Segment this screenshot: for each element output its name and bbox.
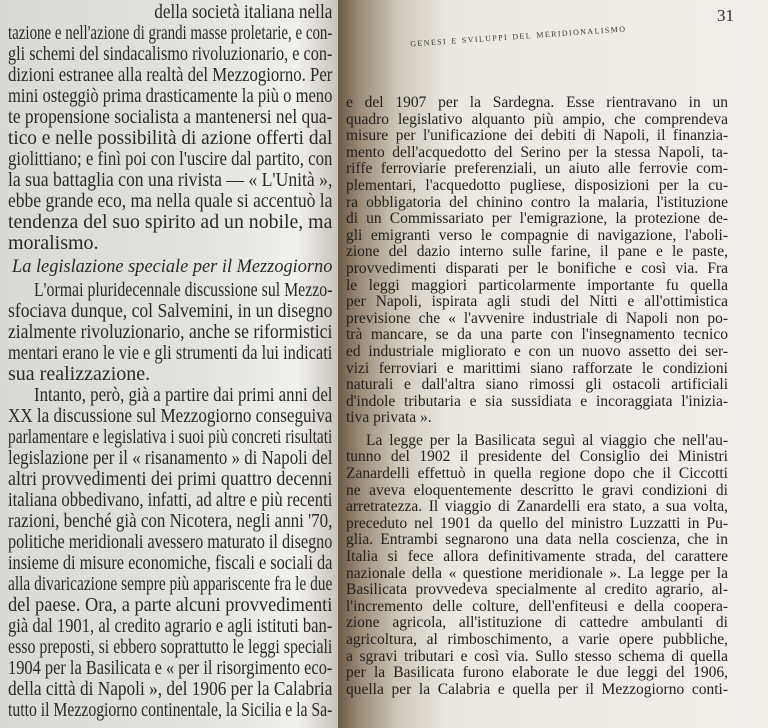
text-line-fit: mentari erano le vie e gli strumenti da lui indicati [8, 342, 333, 364]
text-line [8, 469, 334, 490]
text-line-fit: mini osteggiò prima drasticamente la più o meno [8, 85, 333, 107]
text-line: ra obbligatoria del chinino contro la malaria, l'istituzione [346, 193, 728, 211]
page-number: 31 [717, 6, 734, 25]
text-line [8, 490, 334, 511]
text-line: zione del dazio interno sulle farine, il pane e le paste, [346, 243, 728, 261]
text-line-fit: italiana obbedivano, infatti, ad altre e più recenti [8, 489, 333, 511]
text-line [8, 532, 334, 553]
text-line: Basilicata provvedeva specialmente al credito agrario, al- [346, 581, 728, 599]
text-line [8, 448, 334, 469]
section-heading [12, 254, 334, 280]
text-line: quadro legislativo alquanto più ampio, che comprendeva [346, 110, 728, 128]
text-line [8, 679, 334, 700]
text-line-fit: legislazione per il « risanamento » di Napoli del [8, 447, 333, 469]
text-line [8, 170, 334, 191]
text-line: agricoltura, al rimboschimento, a varie opere pubbliche, [346, 631, 728, 648]
text-line [8, 574, 334, 595]
text-line: La legge per la Basilicata seguì al viaggio che nell'au- [366, 431, 728, 449]
text-line [8, 322, 334, 343]
text-line [8, 427, 334, 448]
text-line: preceduto nel 1901 da quello del ministro Luzzatti in Pu- [346, 514, 728, 532]
text-line [8, 107, 334, 128]
text-line-fit: esso preposti, si ebbero soprattutto le leggi speciali [8, 636, 333, 658]
text-line [8, 23, 334, 44]
text-line [8, 553, 334, 574]
text-line: tunno del 1902 il presidente del Consiglio dei Ministri [346, 448, 728, 466]
right-page-text [346, 95, 728, 698]
text-line: misure per l'unificazione dei debiti di Napoli, il finanzia- [346, 127, 728, 145]
text-line-fit: zialmente rivoluzionario, anche se riformistici [8, 321, 333, 343]
text-line-fit: te propensione socialista a mantenersi nel qua- [8, 106, 333, 128]
text-line-fit: Intanto, però, già a partire dai primi anni del [34, 384, 333, 406]
text-line: gli emigranti verso le compagnie di navigazione, l'aboli- [346, 226, 728, 244]
text-line-fit: tazione e nell'azione di grandi masse proletarie, e con- [8, 22, 333, 44]
text-line-fit: della società italiana nella [8, 1, 333, 23]
text-line: quella per la Calabria e quella per il Mezzogiorno conti- [346, 680, 728, 698]
text-line-fit: L'ormai pluridecennale discussione sul Mezzo- [34, 279, 333, 301]
text-line: provvedimenti disparati per le bonifiche e così via. Fra [346, 259, 728, 277]
text-line-fit: altri provvedimenti dei primi quattro decenni [8, 468, 333, 490]
text-line-fit: sfociava dunque, col Salvemini, in un disegno [8, 300, 333, 322]
text-line: Italia si fece allora definitivamente strada, del carattere [346, 548, 728, 566]
text-line: di un Commissariato per l'emigrazione, la protezione de- [346, 210, 728, 228]
text-line: per la Basilicata furono elaborate le due leggi del 1906, [346, 664, 728, 682]
text-line [8, 343, 334, 364]
text-line: le leggi maggiori particolarmente importante fu quella [346, 276, 728, 294]
text-line [8, 301, 334, 322]
text-line [8, 511, 334, 532]
text-line: a sgravi tributari e così via. Sullo stesso schema di quella [346, 647, 728, 665]
text-line: moralismo. [8, 232, 99, 254]
text-line [8, 406, 334, 427]
text-line [8, 637, 334, 658]
text-line-fit: La legislazione speciale per il Mezzogiorno [12, 256, 333, 277]
text-line [8, 280, 334, 301]
text-line: Zanardelli effettuò in quella regione dopo che il Ciccotti [346, 465, 728, 483]
text-line: d'indole tributaria e sia sussidiata e incoraggiata l'inizia- [346, 392, 728, 410]
text-line-fit: del paese. Ora, a parte alcuni provvedimenti [8, 594, 333, 616]
text-line: ed industriale migliorato e con un nuovo assetto dei ser- [346, 342, 728, 360]
text-line: riffe ferroviarie preferenziali, un aiuto alle ferrovie com- [346, 160, 728, 178]
text-line-fit: la sua battaglia con una rivista — « L'Unità », [8, 169, 333, 191]
text-line [8, 658, 334, 679]
text-line [8, 616, 334, 637]
text-line: mento dell'acquedotto del Serino per la stessa Napoli, ta- [346, 143, 728, 161]
text-line [8, 700, 334, 721]
text-line-fit: tendenza del suo spirito ad un nobile, ma [8, 211, 333, 233]
text-line: l'incremento delle colture, dell'enfiteusi e della coopera- [346, 597, 728, 615]
text-line [8, 128, 334, 149]
text-line: e del 1907 per la Sardegna. Esse rientravano in un [346, 94, 728, 111]
text-line: vizi ferroviari e marittimi siano rafforzate le condizioni [346, 359, 728, 377]
text-line: per Napoli, ispirata agli studi del Nitti e all'ottimistica [346, 293, 728, 311]
left-page [0, 0, 338, 728]
text-line: zione agricola, all'istituzione di cattedre ambulanti di [346, 614, 728, 632]
text-line: arretratezza. Il viaggio di Zanardelli era stato, a sua volta, [346, 498, 728, 516]
text-line [8, 385, 334, 406]
text-line [8, 86, 334, 107]
text-line [8, 2, 334, 23]
text-line [8, 44, 334, 65]
text-line [8, 595, 334, 616]
text-line: ne aveva eloquentemente descritto le gravi condizioni di [346, 481, 728, 499]
text-line-fit: insieme di misure economiche, fiscali e sociali da [8, 552, 333, 574]
text-line-fit: gli schemi del sindacalismo rivoluzionario, e con- [8, 43, 333, 65]
text-line: tiva privata ». [346, 409, 432, 427]
text-line: glia. Entrambi segnarono una data nella coscienza, che in [346, 531, 728, 549]
text-line-fit: dizioni estranee alla realtà del Mezzogiorno. Per [8, 64, 333, 86]
text-line-fit: politiche meridionali avessero maturato il disegno [8, 531, 333, 553]
text-line-fit: parlamentare e legislativa i suoi più concreti risultati [8, 426, 333, 448]
text-line: plementari, l'acquedotto pugliese, disposizioni per la cu- [346, 176, 728, 194]
text-line: sua realizzazione. [8, 363, 151, 385]
text-line: trà mancare, se da una parte con l'insegnamento tecnico [346, 326, 728, 344]
text-line [8, 212, 334, 233]
text-line-fit: già dal 1901, al credito agrario e agli istituti ban- [8, 615, 333, 637]
text-line: nazionale della « questione meridionale ». La legge per la [346, 564, 728, 582]
text-line: previsione che « l'avvenire industriale di Napoli non po- [346, 309, 728, 327]
text-line-fit: ebbe grande eco, ma nella quale si accentuò la [8, 190, 333, 212]
running-head: genesi e sviluppi del meridionalismo [409, 22, 627, 50]
text-line-fit: 1904 per la Basilicata e « per il risorgimento eco- [8, 657, 333, 679]
text-line-fit: della città di Napoli », del 1906 per la Calabria [8, 678, 333, 700]
text-line [8, 65, 334, 86]
right-page [338, 0, 768, 728]
text-line: naturali e dall'altra siano rimossi gli ostacoli artificiali [346, 376, 728, 394]
text-line-fit: giolittiano; e finì poi con l'uscire dal partito, con [8, 148, 333, 170]
left-page-text [8, 2, 334, 721]
text-line-fit: tutto il Mezzogiorno continentale, la Sicilia e la Sa- [8, 699, 333, 721]
text-line-fit: razioni, benché già con Nicotera, negli anni '70, [8, 510, 333, 532]
text-line-fit: XX la discussione sul Mezzogiorno conseguiva [8, 405, 333, 427]
text-line-fit: alla divaricazione sempre più appariscente fra le due [8, 573, 333, 595]
text-line [8, 149, 334, 170]
text-line [8, 191, 334, 212]
text-line-fit: tico e nelle possibilità di azione offerti dal [8, 127, 333, 149]
